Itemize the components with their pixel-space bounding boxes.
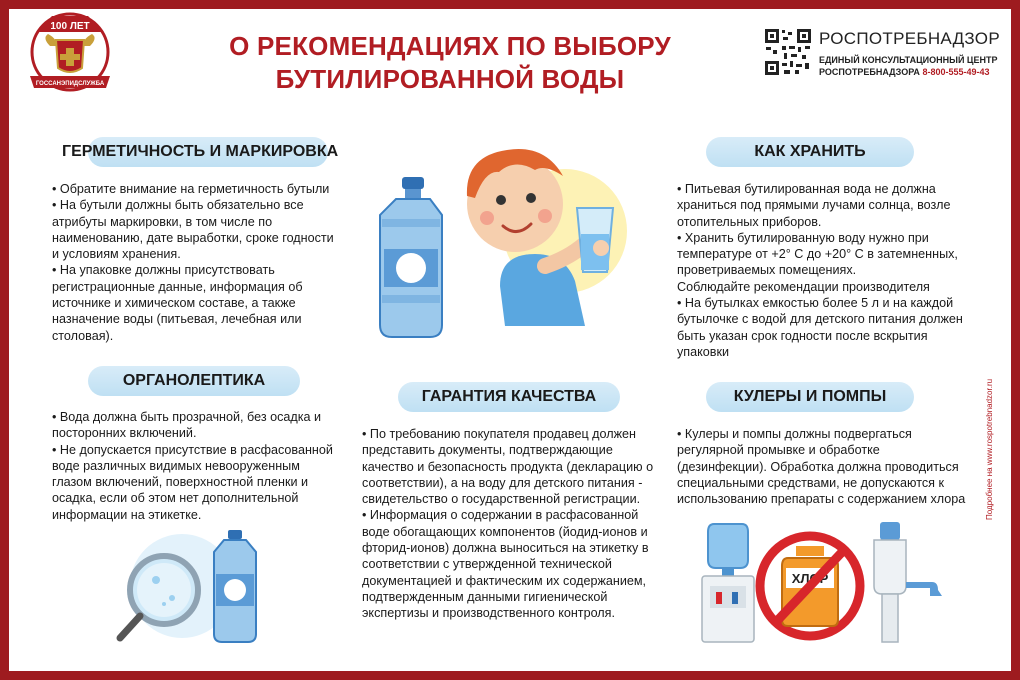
heading-coolers: КУЛЕРЫ И ПОМПЫ (733, 388, 887, 405)
brand-name: РОСПОТРЕБНАДЗОР (819, 29, 1000, 48)
text-quality (362, 426, 656, 622)
boy-drinking-illustration (445, 136, 630, 326)
text-organoleptic (52, 409, 337, 523)
paragraph: • На упаковке должны присутствовать регистрационные данные, информация об источнике и химическом составе, а также назначение воды (питьевая, лечебная или столовая). (52, 263, 303, 343)
water-cooler-icon (700, 520, 760, 645)
brand-sub-line-2-text: РОСПОТРЕБНАДЗОРА (819, 67, 920, 77)
title-line-2: БУТИЛИРОВАННОЙ ВОДЫ (275, 64, 625, 94)
paragraph: • По требованию покупателя продавец должен представить документы, подтверждающие качество и безопасность продукта (декларацию о соответствии), а на воду для детского питания - свидетельство о государственной регистрации. (362, 427, 654, 507)
paragraph: • На бутылках емкостью более 5 л и на каждой бутылочке с водой для детского питания должен быть указан срок годности после вскрытия упаковки (677, 296, 963, 359)
paragraph: Соблюдайте рекомендации производителя (677, 279, 930, 294)
heading-organoleptic: ОРГАНОЛЕПТИКА (122, 372, 266, 389)
no-chlorine-sign-icon (752, 528, 868, 644)
paragraph: • Не допускается присутствие в расфасованной воде различных видимых невооруженным глазом включений, поверхностной пленки и осадка, если об этом нет дополнительной информации на этикетке. (52, 442, 333, 522)
heading-storage: КАК ХРАНИТЬ (754, 143, 866, 160)
magnifier-water-illustration (112, 528, 267, 646)
text-hermetic (52, 181, 337, 344)
paragraph: • Информация о содержании в расфасованной воде обогащающих компонентов (йодид-ионов и фторид-ионов) должна выноситься на этикетку в соответствии с утвержденной технической документацией и фактическим их содержанием, подтвержденным данными гигиенической экспертизы и производственного контроля. (362, 508, 649, 621)
brand-sub-line-2 (819, 66, 998, 78)
paragraph: • Питьевая бутилированная вода не должна храниться под прямыми лучами солнца, возле отопительных приборов. (677, 182, 951, 229)
chlorine-label: ХЛОР (791, 571, 829, 586)
paragraph: • Кулеры и помпы должны подвергаться регулярной промывке и обработке (дезинфекции). Обработка должна проводиться специальными средствами, не допускаются к использованию препараты с содержанием хлора (677, 427, 966, 507)
page-title (200, 30, 700, 96)
paragraph: • Хранить бутилированную воду нужно при температуре от +2° С до +20° С в затемненных, проветриваемых помещениях. (677, 230, 958, 278)
paragraph: • Вода должна быть прозрачной, без осадка и посторонних включений. (52, 410, 322, 441)
heading-quality: ГАРАНТИЯ КАЧЕСТВА (421, 388, 597, 405)
qr-code-icon (764, 28, 812, 76)
title-line-1: О РЕКОМЕНДАЦИЯХ ПО ВЫБОРУ (229, 31, 671, 61)
heading-hermetic: ГЕРМЕТИЧНОСТЬ И МАРКИРОВКА (62, 143, 339, 160)
emblem-text-top: 100 ЛЕТ (50, 21, 90, 32)
water-pump-icon (862, 520, 944, 645)
hotline-phone: 8-800-555-49-43 (922, 67, 990, 77)
paragraph: • Обратите внимание на герметичность бутыли (52, 182, 330, 196)
text-storage (677, 181, 969, 360)
paragraph: • На бутыли должны быть обязательно все атрибуты маркировки, в том числе по наименованию, дате выработки, сроке годности и условиям хранения. (52, 198, 334, 262)
emblem-text-bottom: ГОССАНЭПИДСЛУЖБА (35, 81, 105, 87)
brand-subtitle (819, 54, 998, 78)
website-note: Подробнее на www.rospotrebnadzor.ru (985, 378, 994, 520)
brand-sub-line-1: ЕДИНЫЙ КОНСУЛЬТАЦИОННЫЙ ЦЕНТР (819, 55, 998, 65)
text-coolers (677, 426, 969, 507)
gossanepid-emblem-icon (22, 10, 118, 94)
